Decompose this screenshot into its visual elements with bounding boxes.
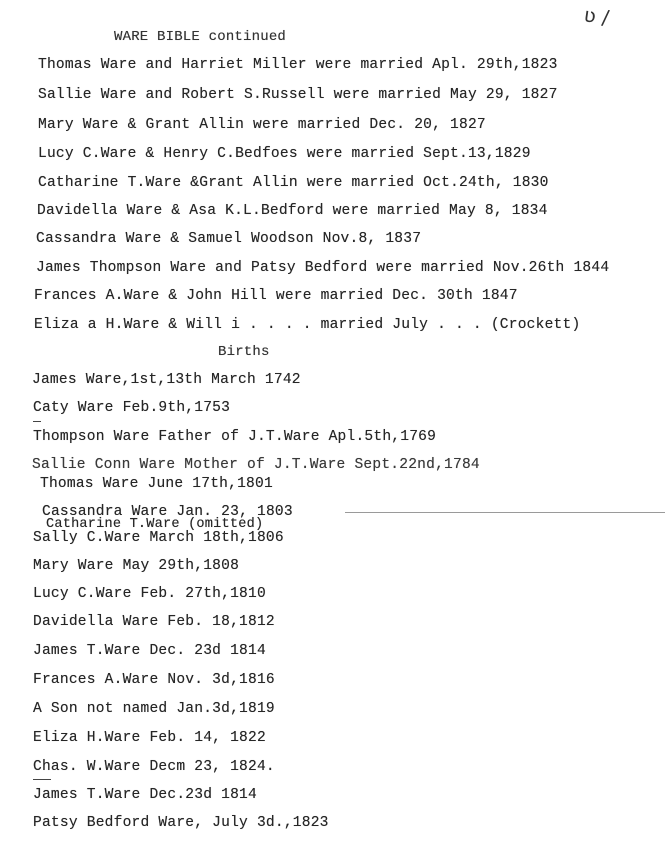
document-heading: WARE BIBLE continued [114, 29, 287, 45]
birth-entry: James Ware,1st,13th March 1742 [32, 372, 301, 388]
birth-entry: Caty Ware Feb.9th,1753 [33, 400, 231, 416]
underline-mark [33, 779, 51, 780]
birth-entry: Thompson Ware Father of J.T.Ware Apl.5th,1769 [33, 429, 437, 445]
birth-entry-annotation: Catharine T.Ware (omitted) [46, 517, 264, 532]
birth-entry: Sally C.Ware March 18th,1806 [33, 530, 284, 546]
birth-entry: Mary Ware May 29th,1808 [33, 558, 240, 574]
marriage-entry: Eliza a H.Ware & Will i . . . . married July . . . (Crockett) [34, 317, 581, 333]
birth-entry: A Son not named Jan.3d,1819 [33, 701, 275, 717]
marriage-entry: James Thompson Ware and Patsy Bedford were married Nov.26th 1844 [36, 260, 610, 276]
marriage-entry: Lucy C.Ware & Henry C.Bedfoes were married Sept.13,1829 [38, 146, 531, 162]
page-number-mark: ʋ / [582, 2, 611, 30]
birth-entry: Cassandra Ware Jan. 23, 1803 [42, 504, 293, 520]
marriage-entry: Thomas Ware and Harriet Miller were married Apl. 29th,1823 [38, 57, 558, 73]
marriage-entry: Catharine T.Ware &Grant Allin were married Oct.24th, 1830 [38, 175, 549, 191]
underline-mark [33, 421, 41, 422]
birth-entry: Frances A.Ware Nov. 3d,1816 [33, 672, 275, 688]
birth-entry: James T.Ware Dec.23d 1814 [33, 787, 257, 803]
marriage-entry: Sallie Ware and Robert S.Russell were married May 29, 1827 [38, 87, 558, 103]
birth-entry: Patsy Bedford Ware, July 3d.,1823 [33, 815, 329, 831]
birth-entry: Davidella Ware Feb. 18,1812 [33, 614, 275, 630]
births-heading: Births [218, 344, 270, 360]
birth-entry: Lucy C.Ware Feb. 27th,1810 [33, 586, 266, 602]
birth-entry: Eliza H.Ware Feb. 14, 1822 [33, 730, 266, 746]
birth-entry: Sallie Conn Ware Mother of J.T.Ware Sept.22nd,1784 [32, 457, 480, 473]
birth-entry: Chas. W.Ware Decm 23, 1824. [33, 759, 275, 775]
birth-entry: James T.Ware Dec. 23d 1814 [33, 643, 266, 659]
marriage-entry: Mary Ware & Grant Allin were married Dec. 20, 1827 [38, 117, 486, 133]
divider-line [345, 512, 665, 513]
marriage-entry: Davidella Ware & Asa K.L.Bedford were married May 8, 1834 [37, 203, 548, 219]
birth-entry: Thomas Ware June 17th,1801 [40, 476, 273, 492]
marriage-entry: Cassandra Ware & Samuel Woodson Nov.8, 1837 [36, 231, 422, 247]
marriage-entry: Frances A.Ware & John Hill were married Dec. 30th 1847 [34, 288, 518, 304]
